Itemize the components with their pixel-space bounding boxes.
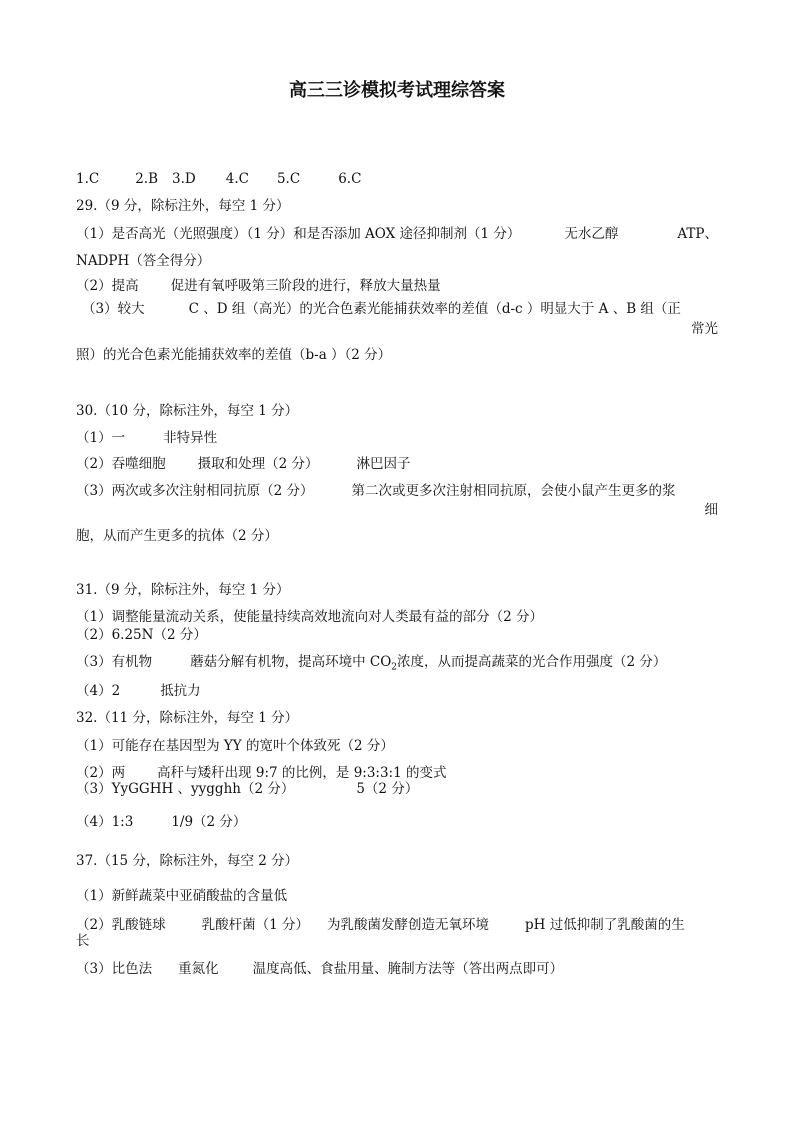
q37-answer-2 (76, 916, 685, 934)
choice-answer: 3.D (172, 171, 196, 187)
answer-text: 高秆与矮秆出现 9:7 的比例，是 9:3:3:1 的变式 (157, 765, 447, 781)
answer-text: 细 (704, 502, 718, 518)
answer-text: （1）是否高光（光照强度）（1 分）和是否添加 AOX 途径抑制剂（1 分） (76, 226, 521, 242)
answer-text: ATP、 (677, 226, 718, 242)
q29-answer-1-cont: NADPH（答全得分） (76, 253, 211, 269)
q31-answer-3 (76, 653, 666, 671)
answer-text: 蘑菇分解有机物，提高环境中 CO (190, 654, 392, 670)
answer-text: 温度高低、食盐用量、腌制方法等（答出两点即可） (252, 961, 564, 977)
answer-text: （2）吞噬细胞 (76, 456, 166, 472)
answer-text: 无水乙醇 (564, 226, 619, 242)
q29-heading: 29.（9 分，除标注外，每空 1 分） (76, 198, 290, 214)
answer-text: pH 过低抑制了乳酸菌的生 (524, 917, 685, 933)
q30-answer-1 (76, 429, 217, 447)
answer-text: 1/9（2 分） (171, 814, 247, 830)
answer-text: 乳酸杆菌（1 分） (201, 917, 309, 933)
subscript: 2 (391, 662, 398, 673)
answer-text: （3）YyGGHH 、yygghh（2 分） (76, 781, 295, 797)
page-title: 高三三诊模拟考试理综答案 (289, 80, 505, 101)
answer-text: 摄取和处理（2 分） (197, 456, 319, 472)
q31-heading: 31.（9 分，除标注外，每空 1 分） (76, 582, 290, 598)
answer-text: 为乳酸菌发酵创造无氧环境 (326, 917, 489, 933)
q32-heading: 32.（11 分，除标注外，每空 1 分） (76, 710, 299, 726)
answer-text: （4）2 (76, 683, 121, 699)
q37-answer-3 (76, 960, 563, 978)
q31-answer-2: （2）6.25N（2 分） (76, 627, 207, 643)
answer-text: 5（2 分） (356, 781, 419, 797)
answer-text: （3）有机物 (76, 654, 153, 670)
answer-text: 淋巴因子 (356, 456, 411, 472)
choice-answer: 6.C (338, 171, 362, 187)
choice-answer: 1.C (76, 171, 100, 187)
q31-answer-1: （1）调整能量流动关系，使能量持续高效地流向对人类最有益的部分（2 分） (76, 609, 543, 625)
answer-text: （4）1:3 (76, 814, 134, 830)
choice-answer: 4.C (225, 171, 249, 187)
q29-answer-1 (76, 225, 618, 243)
q29-answer-2 (76, 277, 441, 295)
q30-answer-3 (76, 482, 675, 500)
q30-answer-3-cont: 胞，从而产生更多的抗体（2 分） (76, 528, 278, 544)
answer-text: （3）比色法 (76, 961, 153, 977)
q32-answer-4 (76, 813, 246, 831)
choice-answers (76, 170, 361, 188)
q32-answer-1: （1）可能存在基因型为 YY 的宽叶个体致死（2 分） (76, 738, 394, 754)
q29-answer-3 (82, 300, 681, 318)
answer-text: 非特异性 (163, 430, 218, 446)
choice-answer: 5.C (276, 171, 301, 187)
choice-answer: 2.B (135, 171, 159, 187)
answer-text: 重氮化 (178, 961, 219, 977)
answer-text: （2）两 (76, 765, 126, 781)
answer-text: C 、D 组（高光）的光合色素光能捕获效率的差值（d-c ）明显大于 A 、B 组（正 (188, 301, 681, 317)
answer-text: （2）乳酸链球 (76, 917, 166, 933)
q30-answer-2 (76, 455, 410, 473)
answer-text: 第二次或更多次注射相同抗原，会使小鼠产生更多的浆 (351, 483, 676, 499)
answer-text: 抵抗力 (160, 683, 201, 699)
q29-answer-3-cont: 照）的光合色素光能捕获效率的差值（b-a ）（2 分） (76, 347, 392, 363)
q37-answer-2-cont: 长 (76, 933, 90, 949)
q32-answer-3 (76, 780, 418, 798)
q31-answer-4 (76, 682, 201, 700)
answer-text: 常光 (691, 321, 718, 337)
answer-text: （3）两次或多次注射相同抗原（2 分） (76, 483, 314, 499)
answer-text: （2）提高 (76, 278, 139, 294)
answer-text: （3）较大 (82, 301, 145, 317)
q30-heading: 30.（10 分，除标注外，每空 1 分） (76, 403, 299, 419)
q37-answer-1: （1）新鲜蔬菜中亚硝酸盐的含量低 (76, 888, 288, 904)
answer-text: 促进有氧呼吸第三阶段的进行，释放大量热量 (170, 278, 441, 294)
answer-text: 浓度，从而提高蔬菜的光合作用强度（2 分） (397, 654, 667, 670)
answer-text: （1）一 (76, 430, 126, 446)
q37-heading: 37.（15 分，除标注外，每空 2 分） (76, 853, 299, 869)
